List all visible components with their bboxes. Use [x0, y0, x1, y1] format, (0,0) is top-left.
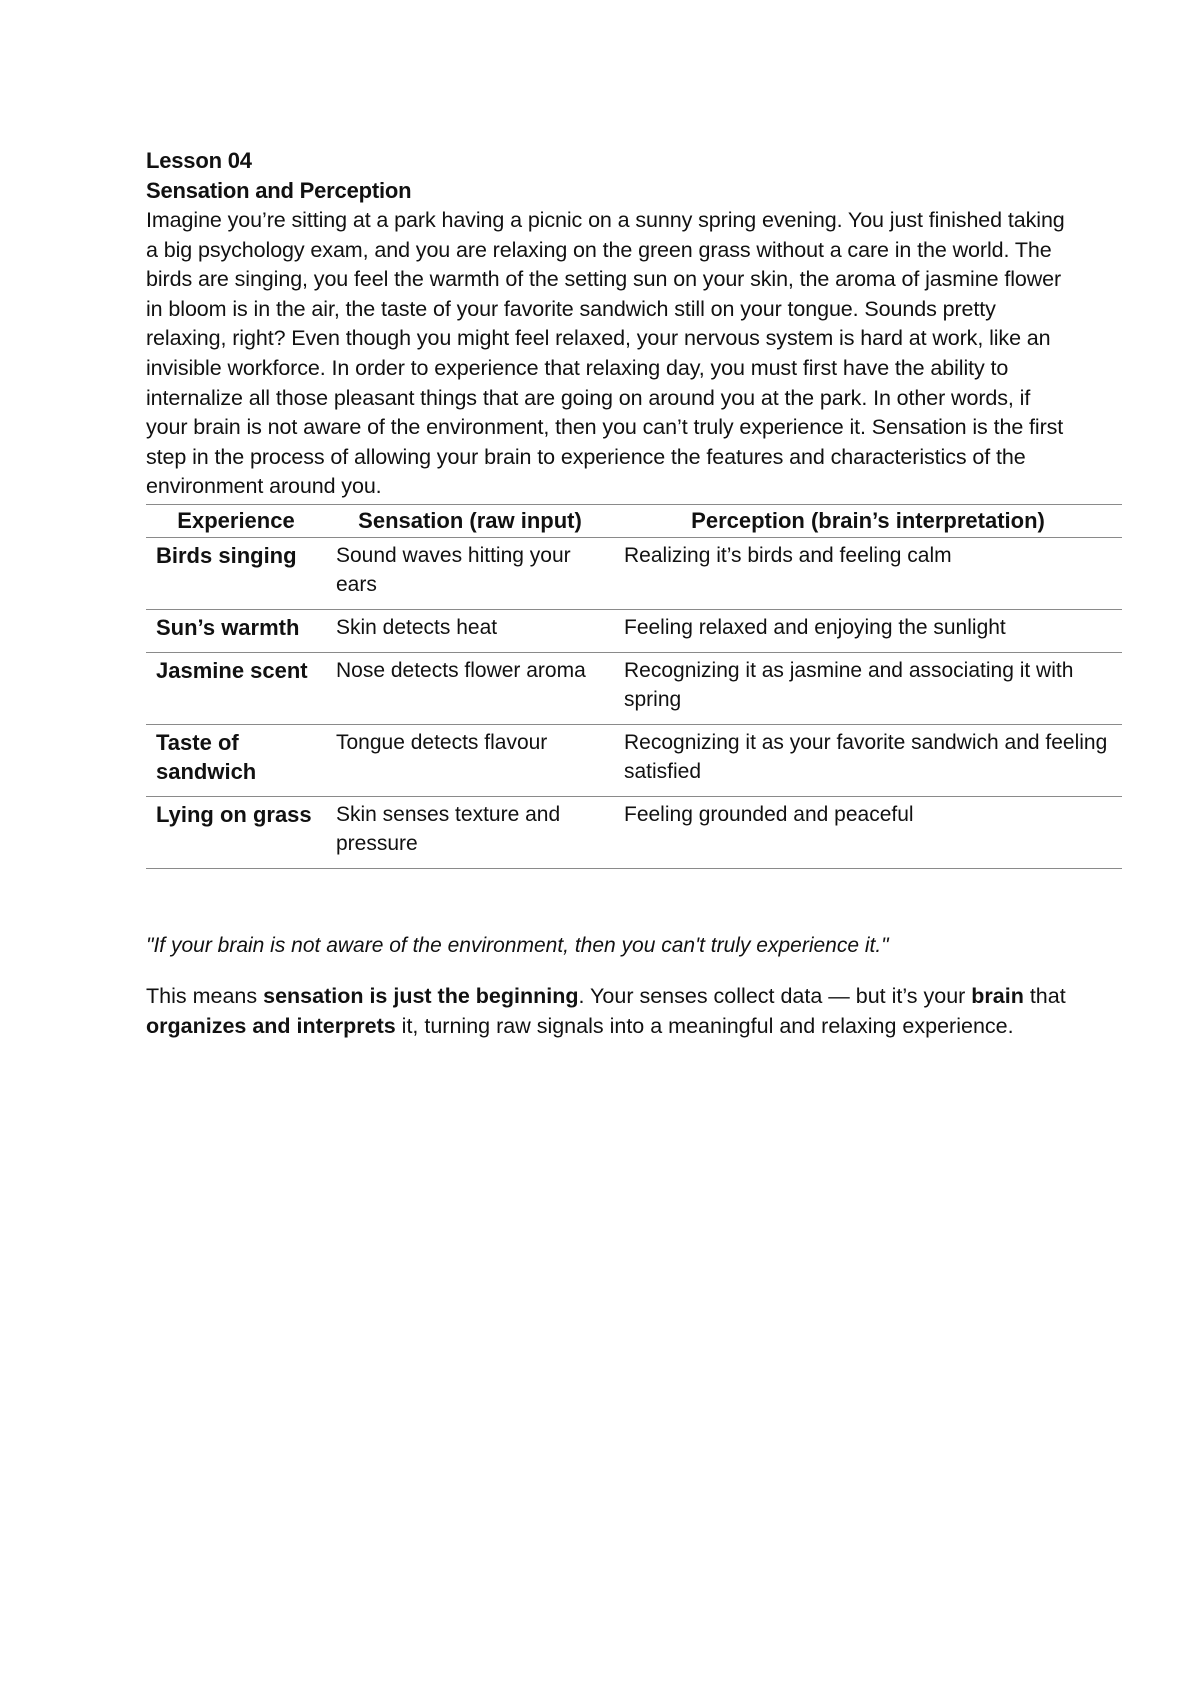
experience-cell: Birds singing [146, 537, 326, 609]
conclusion-text: it, turning raw signals into a meaningful and relaxing experience. [395, 1013, 1014, 1038]
perception-cell: Recognizing it as jasmine and associating it with spring [614, 652, 1122, 724]
conclusion-emphasis: sensation is just the beginning [263, 983, 579, 1008]
table-row [146, 609, 1122, 652]
conclusion-emphasis: brain [971, 983, 1024, 1008]
header-perception: Perception (brain’s interpretation) [614, 504, 1122, 537]
lesson-number: Lesson 04 [146, 148, 252, 173]
conclusion-emphasis: organizes and interprets [146, 1013, 396, 1038]
table-row [146, 537, 1122, 609]
document-page [146, 146, 1122, 1041]
intro-paragraph: Imagine you’re sitting at a park having a picnic on a sunny spring evening. You just finished taking a big psychology exam, and you are relaxing on the green grass without a care in the world. The birds are singing, you feel the warmth of the setting sun on your skin, the aroma of jasmine flower in bloom is in the air, the taste of your favorite sandwich still on your tongue. Sounds pretty relaxing, right? Even though you might feel relaxed, your nervous system is hard at work, like an invisible workforce. In order to experience that relaxing day, you must first have the ability to internalize all those pleasant things that are going on around you at the park. In other words, if your brain is not aware of the environment, then you can’t truly experience it. Sensation is the first step in the process of allowing your brain to experience the features and characteristics of the environment around you. [146, 208, 1065, 499]
conclusion-text: This means [146, 983, 264, 1008]
sensation-cell: Tongue detects flavour [326, 724, 614, 796]
sensation-cell: Skin detects heat [326, 609, 614, 652]
sensation-perception-table [146, 504, 1122, 869]
perception-cell: Realizing it’s birds and feeling calm [614, 537, 1122, 609]
header-sensation: Sensation (raw input) [326, 504, 614, 537]
sensation-cell: Skin senses texture and pressure [326, 796, 614, 868]
experience-cell: Lying on grass [146, 796, 326, 868]
experience-cell: Taste of sandwich [146, 724, 326, 796]
header-experience: Experience [146, 504, 326, 537]
quote: "If your brain is not aware of the environment, then you can't truly experience it." [146, 933, 889, 957]
table-header-row [146, 504, 1122, 537]
conclusion-text: that [1023, 983, 1066, 1008]
conclusion-paragraph [146, 982, 1066, 1041]
sensation-cell: Nose detects flower aroma [326, 652, 614, 724]
perception-cell: Feeling relaxed and enjoying the sunlight [614, 609, 1122, 652]
experience-cell: Sun’s warmth [146, 609, 326, 652]
perception-cell: Recognizing it as your favorite sandwich and feeling satisfied [614, 724, 1122, 796]
table-row [146, 796, 1122, 868]
conclusion-text: . Your senses collect data — but it’s your [578, 983, 972, 1008]
lesson-title: Sensation and Perception [146, 178, 412, 203]
table-row [146, 652, 1122, 724]
table-row [146, 724, 1122, 796]
perception-cell: Feeling grounded and peaceful [614, 796, 1122, 868]
experience-cell: Jasmine scent [146, 652, 326, 724]
sensation-cell: Sound waves hitting your ears [326, 537, 614, 609]
